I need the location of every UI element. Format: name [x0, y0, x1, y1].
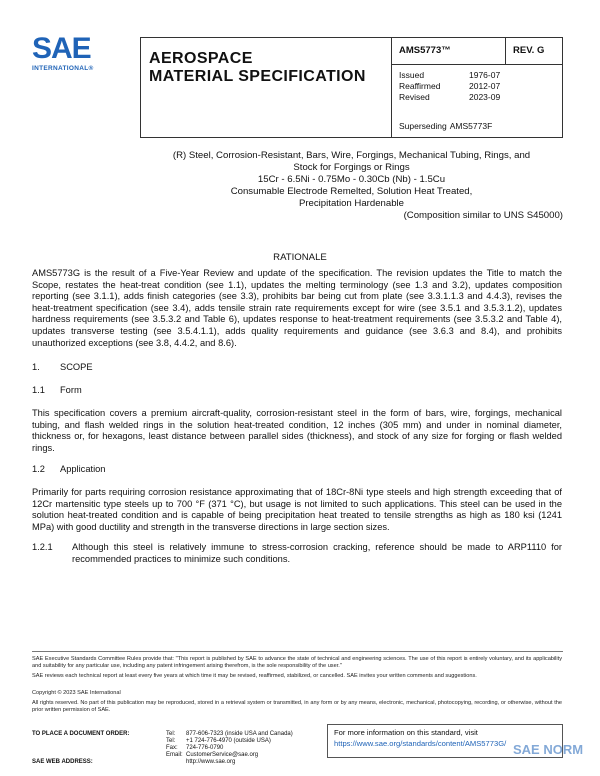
date-label: Issued	[399, 70, 425, 80]
date-row-reaffirmed	[399, 81, 500, 92]
footer-copyright: Copyright © 2023 SAE International	[32, 690, 121, 696]
contact-value: 877-606-7323 (inside USA and Canada)	[186, 731, 293, 737]
info-title: For more information on this standard, visit	[334, 728, 478, 737]
footer-divider	[32, 651, 563, 652]
section-1-2-1	[32, 542, 562, 565]
divider	[505, 38, 506, 64]
revision-label: REV. G	[513, 45, 545, 56]
date-label: Reaffirmed	[399, 81, 441, 91]
form-text: This specification covers a premium aircraft-quality, corrosion-resistant steel in the form of bars, wire, forgings, mechanical tubing, and flash welded rings in the solution heat-treated condition, 12 inches (305 mm) and under in nominal diameter, thickness or, for hexagons, least distance between parallel sides (thickness), and stock of any size for forging or flash welded rings.	[32, 408, 562, 453]
date-list	[399, 70, 500, 103]
date-label: Revised	[399, 92, 430, 102]
rationale-text: AMS5773G is the result of a Five-Year Review and update of the specification. The revision updates the Title to match the Scope, restates the heat-treat condition (see 1.1), updates the melting terminology (see 1.3 and 3.2), updates composition reporting (see 3.1.1), adds finish categories (see 3.3), prohibits bar being cut from plate (see 3.3.1.1.3 and 4.4.3), revises the heat-treatment specification (see 3.4), adds tensile strain rate requirements except for wire (see 3.5.1 and 3.5.3.1.2), updates hardness requirements (see 3.5.3.2 and Table 6), updates response to heat-treatment requirements (see 3.5.3.2 and Table 4), updates transverse testing (see 3.5.4.1.1), adds quality requirements and guidance (see 3.6.3 and 8.4), and prohibits unauthorized exceptions (see 3.8, 4.4.2, and 8.6).	[32, 268, 562, 348]
contact-value: +1 724-776-4970 (outside USA)	[186, 738, 271, 744]
superseding-label: Superseding	[399, 121, 447, 131]
subject-line: Consumable Electrode Remelted, Solution Heat Treated,	[230, 186, 473, 197]
contact-type: Tel:	[166, 738, 176, 744]
footer-note-rules: SAE Executive Standards Committee Rules provide that: "This report is published by SAE to advance the state of technical and engineering sciences. The use of this report is entirely voluntary, and its applicability and suitability for any particular use, including any patent infringement arising therefrom, is the sole responsibility of the user."	[32, 656, 562, 669]
date-value: 1976-07	[469, 70, 501, 80]
contact-type: Fax:	[166, 745, 178, 751]
header-box	[140, 37, 563, 138]
contact-type: Email:	[166, 752, 183, 758]
subject-line: (Composition similar to UNS S45000)	[403, 210, 563, 221]
divider	[391, 64, 562, 65]
logo-subtext: INTERNATIONAL®	[32, 65, 94, 72]
doc-type-title	[149, 50, 366, 86]
section-text: Although this steel is relatively immune to stress-corrosion cracking, reference should be made to ARP1110 for recommended practices to minimize such conditions.	[72, 542, 562, 564]
watermark: SAE NORM	[513, 742, 584, 757]
date-value: 2023-09	[469, 92, 501, 102]
section-1-2-heading	[32, 464, 105, 474]
section-1-1-heading	[32, 385, 82, 395]
contact-value: 724-776-0790	[186, 745, 224, 751]
title-line-1: AEROSPACE	[149, 50, 253, 67]
superseding	[399, 121, 492, 131]
logo-mark: SAE	[32, 32, 91, 65]
divider	[391, 38, 392, 137]
web-link[interactable]: http://www.sae.org	[186, 759, 236, 765]
date-row-issued	[399, 70, 500, 81]
section-title: Form	[60, 385, 82, 395]
info-link[interactable]: https://www.sae.org/standards/content/AMS5773G/	[334, 739, 507, 748]
web-label: SAE WEB ADDRESS:	[32, 759, 93, 765]
document-subject	[140, 150, 563, 222]
sae-logo	[32, 34, 112, 72]
section-number: 1.2.1	[32, 542, 53, 552]
title-line-2: MATERIAL SPECIFICATION	[149, 68, 366, 85]
subject-line: Stock for Forgings or Rings	[293, 162, 410, 173]
date-value: 2012-07	[469, 81, 501, 91]
subject-line: Precipitation Hardenable	[298, 198, 405, 209]
contact-type: Tel:	[166, 731, 176, 737]
contact-email[interactable]: CustomerService@sae.org	[186, 752, 259, 758]
order-label: TO PLACE A DOCUMENT ORDER:	[32, 731, 130, 737]
section-title: SCOPE	[60, 362, 93, 372]
date-row-revised	[399, 92, 500, 103]
section-number: 1.2	[32, 464, 45, 474]
footer-rights: All rights reserved. No part of this publication may be reproduced, stored in a retrieval system or transmitted, in any form or by any means, electronic, mechanical, photocopying, recording, or otherwise, without the prior written permission of SAE.	[32, 700, 562, 713]
subject-line: 15Cr - 6.5Ni - 0.75Mo - 0.30Cb (Nb) - 1.5Cu	[257, 174, 446, 185]
footer-note-review: SAE reviews each technical report at least every five years at which time it may be revised, reaffirmed, stabilized, or cancelled. SAE invites your written comments and suggestions.	[32, 673, 477, 679]
section-number: 1.	[32, 362, 40, 372]
application-text: Primarily for parts requiring corrosion resistance approximating that of 18Cr-8Ni type steels and high strength exceeding that of 12Cr martensitic type steels up to 700 °F (371 °C), but usage is not limited to such applications. This steel can be used in the solution heat-treated condition and is capable of being precipitation heat treated to tensile strengths as high as 180 ksi (1241 MPa) with good ductility and strength in the transverse directions in large section sizes.	[32, 487, 562, 532]
section-title: Application	[60, 464, 106, 474]
section-number: 1.1	[32, 385, 45, 395]
document-number: AMS5773™	[399, 45, 451, 56]
subject-line: (R) Steel, Corrosion-Resistant, Bars, Wire, Forgings, Mechanical Tubing, Rings, and	[172, 150, 531, 161]
section-1-heading	[32, 362, 93, 372]
superseding-value: AMS5773F	[449, 121, 493, 131]
rationale-heading: RATIONALE	[273, 252, 327, 263]
